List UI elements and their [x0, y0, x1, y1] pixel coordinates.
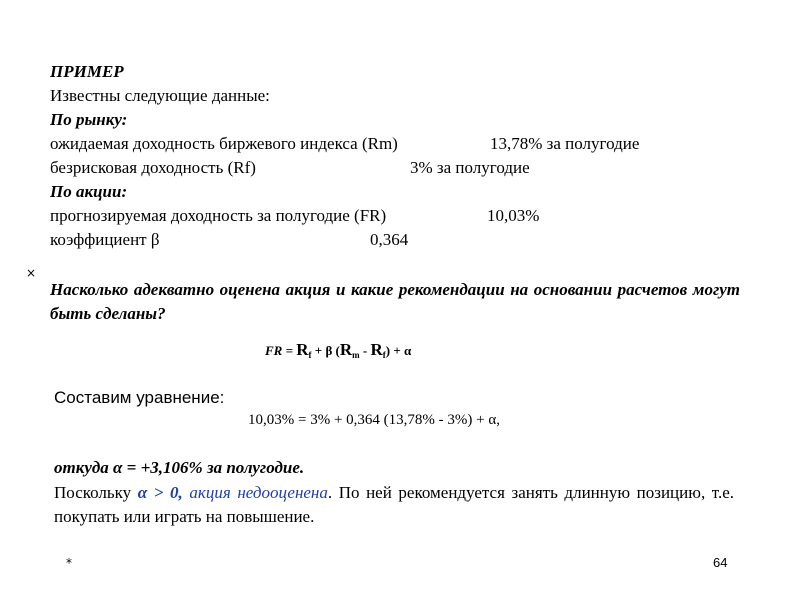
formula-rf-sub: f: [308, 350, 312, 360]
market-row-value: 3% за полугодие: [410, 158, 530, 177]
compose-label: Составим уравнение:: [54, 388, 225, 407]
equation: 10,03% = 3% + 0,364 (13,78% - 3%) + α,: [248, 412, 500, 428]
page-number: 64: [713, 555, 728, 570]
conclusion-part1: Поскольку: [54, 483, 138, 502]
market-header: По рынку:: [50, 110, 128, 129]
conclusion-part3: . По ней рекомендуется занять длинную позицию, т.е. покупать или играть на повышение.: [54, 483, 734, 526]
conclusion-text: [54, 481, 734, 529]
formula-rf2-sub: f: [382, 350, 386, 360]
conclusion-undervalued: акция недооценена: [189, 483, 328, 502]
stock-row-value: 0,364: [370, 230, 409, 249]
footer-mark: *: [66, 556, 72, 570]
market-row-label: безрисковая доходность (Rf): [50, 158, 256, 177]
capm-formula: [265, 340, 411, 360]
formula-rm: R: [339, 340, 353, 359]
intro-text: Известны следующие данные:: [50, 86, 270, 105]
market-row-label: ожидаемая доходность биржевого индекса (Rm): [50, 134, 398, 153]
formula-rf: R: [296, 340, 309, 359]
stock-row-label: прогнозируемая доходность за полугодие (FR): [50, 206, 387, 225]
result-text: откуда α = +3,106% за полугодие.: [54, 458, 305, 477]
side-mark: ×: [26, 266, 37, 280]
stock-row-label: коэффициент β: [50, 230, 160, 249]
slide-title: ПРИМЕР: [50, 62, 124, 81]
stock-row-value: 10,03%: [487, 206, 540, 225]
stock-header: По акции:: [50, 182, 128, 201]
formula-lhs: FR =: [265, 343, 297, 358]
formula-tail: ) + α: [385, 343, 412, 358]
formula-minus: -: [359, 343, 371, 358]
conclusion-alpha-condition: α > 0,: [137, 483, 183, 502]
question-text: Насколько адекватно оценена акция и какие рекомендации на основании расчетов могут быть сделаны?: [50, 280, 740, 323]
market-row-value: 13,78% за полугодие: [490, 134, 640, 153]
formula-rf2: R: [370, 340, 383, 359]
formula-rm-sub: m: [352, 350, 360, 360]
formula-plus-beta: + β (: [311, 343, 340, 358]
